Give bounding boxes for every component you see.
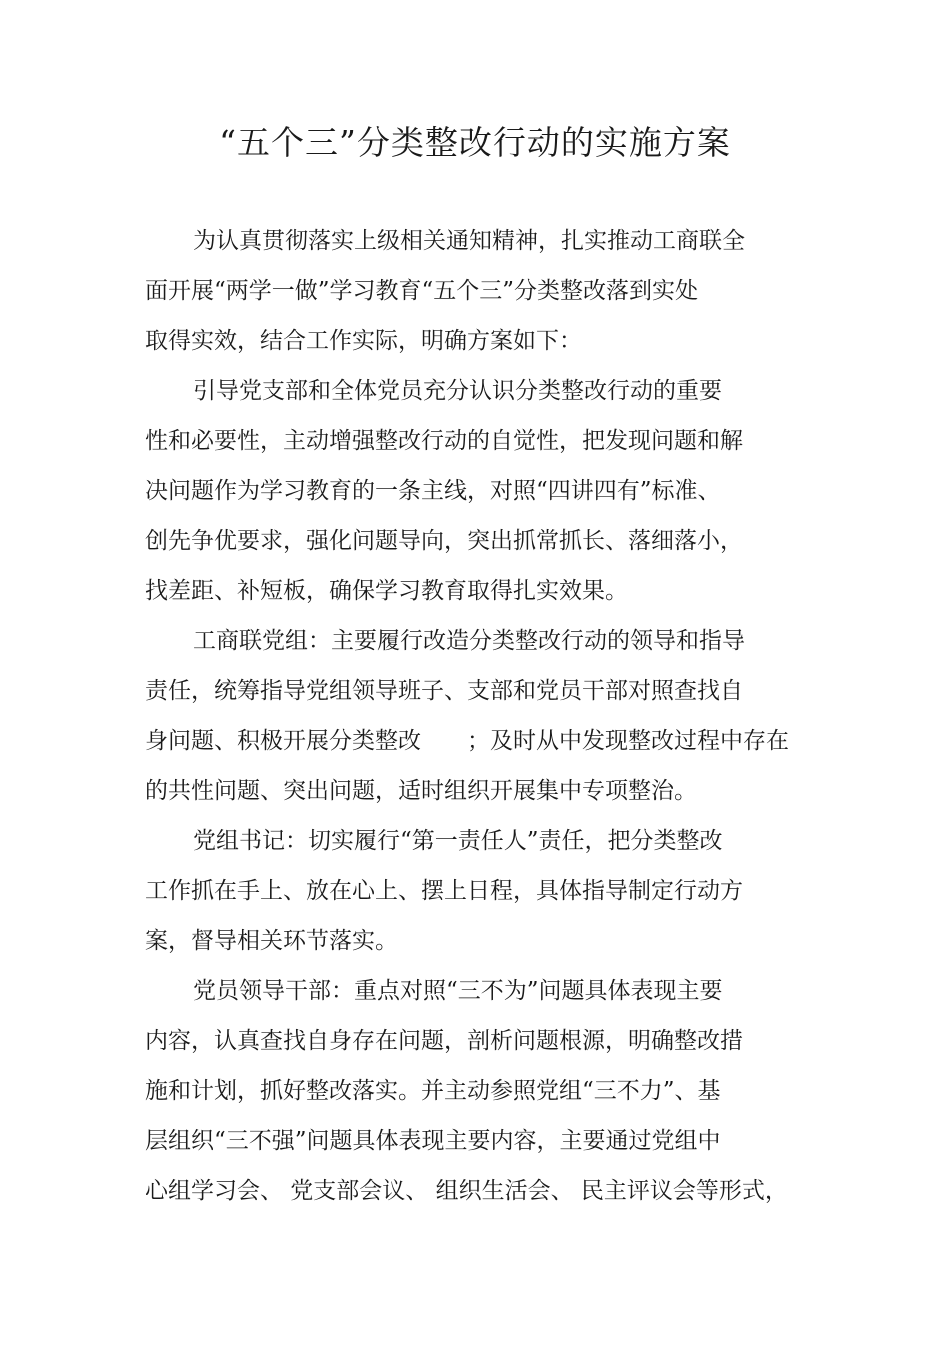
paragraph-line: 为认真贯彻落实上级相关通知精神，扎实推动工商联全 bbox=[193, 228, 745, 254]
paragraph-line: 引导党支部和全体党员充分认识分类整改行动的重要 bbox=[193, 378, 722, 404]
paragraph-line: 身问题、积极开展分类整改 ；及时从中发现整改过程中存在 bbox=[145, 728, 789, 754]
document-title: “五个三”分类整改行动的实施方案 bbox=[219, 123, 731, 162]
paragraph-line: 党组书记：切实履行“第一责任人”责任，把分类整改 bbox=[193, 828, 723, 854]
paragraph-line: 案，督导相关环节落实。 bbox=[145, 928, 398, 954]
paragraph-line: 施和计划，抓好整改落实。并主动参照党组“三不力”、基 bbox=[145, 1078, 721, 1104]
paragraph-line: 责任，统筹指导党组领导班子、支部和党员干部对照查找自 bbox=[145, 678, 743, 704]
paragraph-line: 工作抓在手上、放在心上、摆上日程，具体指导制定行动方 bbox=[145, 878, 743, 904]
paragraph-line: 的共性问题、突出问题，适时组织开展集中专项整治。 bbox=[145, 778, 697, 804]
paragraph-line: 找差距、补短板，确保学习教育取得扎实效果。 bbox=[145, 578, 628, 604]
paragraph-line: 性和必要性，主动增强整改行动的自觉性，把发现问题和解 bbox=[145, 428, 743, 454]
paragraph-line: 内容，认真查找自身存在问题，剖析问题根源，明确整改措 bbox=[145, 1028, 743, 1054]
paragraph-line: 决问题作为学习教育的一条主线，对照“四讲四有”标准、 bbox=[145, 478, 721, 504]
paragraph-line: 心组学习会、 党支部会议、 组织生活会、 民主评议会等形式， bbox=[145, 1178, 788, 1204]
paragraph-line: 创先争优要求，强化问题导向，突出抓常抓长、落细落小， bbox=[145, 528, 743, 554]
paragraph-line: 党员领导干部：重点对照“三不为”问题具体表现主要 bbox=[193, 978, 723, 1004]
paragraph-line: 工商联党组：主要履行改造分类整改行动的领导和指导 bbox=[193, 628, 745, 654]
paragraph-line: 面开展“两学一做”学习教育“五个三”分类整改落到实处 bbox=[145, 278, 699, 304]
paragraph-line: 取得实效，结合工作实际，明确方案如下： bbox=[145, 328, 582, 354]
paragraph-line: 层组织“三不强”问题具体表现主要内容，主要通过党组中 bbox=[145, 1128, 721, 1154]
